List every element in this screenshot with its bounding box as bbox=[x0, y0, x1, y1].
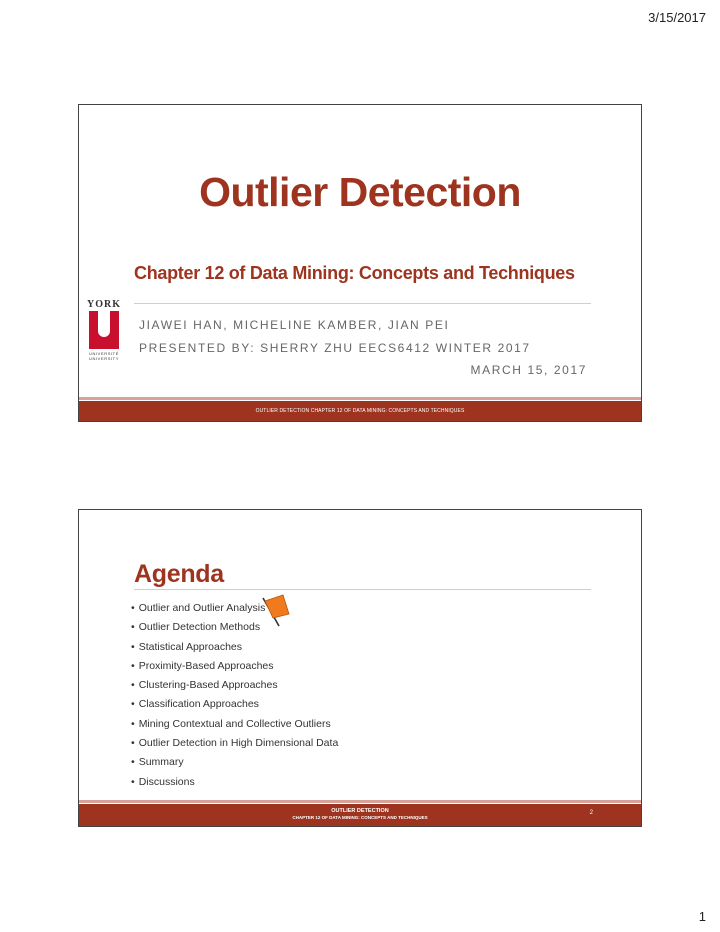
york-university-logo bbox=[85, 299, 123, 373]
flag-icon bbox=[259, 592, 295, 628]
page-number: 1 bbox=[698, 909, 706, 924]
agenda-item: • Outlier Detection in High Dimensional Data bbox=[131, 734, 338, 753]
slide-footer-band bbox=[79, 804, 641, 826]
slide-footer-band bbox=[79, 401, 641, 421]
authors-line: JIAWEI HAN, MICHELINE KAMBER, JIAN PEI bbox=[139, 318, 450, 332]
logo-york-text: YORK bbox=[87, 299, 121, 310]
title-slide bbox=[78, 104, 642, 422]
page-date: 3/15/2017 bbox=[648, 10, 706, 25]
agenda-item: • Statistical Approaches bbox=[131, 638, 338, 657]
agenda-item: • Clustering-Based Approaches bbox=[131, 676, 338, 695]
agenda-title: Agenda bbox=[134, 560, 224, 588]
slide-number: 2 bbox=[589, 810, 593, 816]
agenda-item: • Outlier Detection Methods bbox=[131, 618, 338, 637]
slide-title: Outlier Detection bbox=[199, 169, 521, 215]
agenda-item: • Mining Contextual and Collective Outliers bbox=[131, 715, 338, 734]
agenda-item: • Summary bbox=[131, 753, 338, 772]
agenda-item: • Discussions bbox=[131, 773, 338, 792]
logo-u-mark bbox=[89, 311, 119, 349]
presentation-date: MARCH 15, 2017 bbox=[470, 363, 587, 377]
presenter-line: PRESENTED BY: SHERRY ZHU EECS6412 WINTER 2017 bbox=[139, 341, 531, 355]
logo-university-text: UNIVERSITÉ UNIVERSITY bbox=[88, 351, 119, 361]
agenda-item: • Classification Approaches bbox=[131, 695, 338, 714]
agenda-list bbox=[131, 599, 338, 792]
agenda-slide bbox=[78, 509, 642, 827]
divider-rule bbox=[134, 303, 591, 304]
footer-title: OUTLIER DETECTION bbox=[331, 808, 389, 814]
agenda-item: • Proximity-Based Approaches bbox=[131, 657, 338, 676]
divider-rule bbox=[134, 589, 591, 590]
slide-subtitle: Chapter 12 of Data Mining: Concepts and Techniques bbox=[134, 263, 575, 283]
footer-subtitle: CHAPTER 12 OF DATA MINING: CONCEPTS AND TECHNIQUES bbox=[292, 815, 428, 820]
slide-footer-text: OUTLIER DETECTION CHAPTER 12 OF DATA MINING: CONCEPTS AND TECHNIQUES bbox=[255, 408, 465, 414]
agenda-item: • Outlier and Outlier Analysis bbox=[131, 599, 338, 618]
